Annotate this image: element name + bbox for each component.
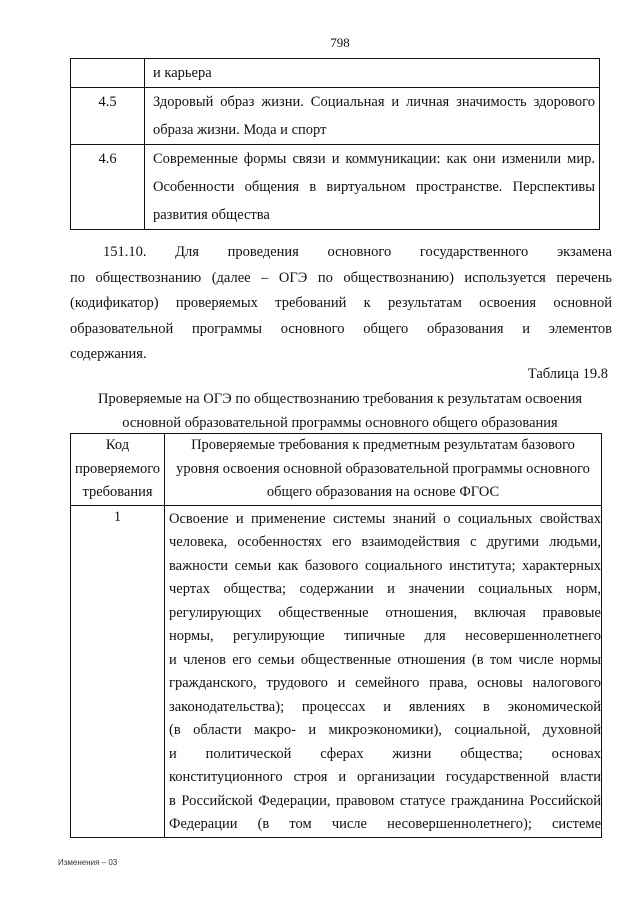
caption-line: основной образовательной программы основного общего образования	[122, 415, 558, 431]
footer-note: Изменения – 03	[58, 858, 118, 867]
header-line: Проверяемые требования к предметным результатам базового	[191, 437, 575, 453]
requirement-line: нормы, регулирующие типичные для несовершеннолетнего	[169, 628, 601, 644]
topic-text	[145, 59, 600, 88]
paragraph-line: по обществознанию (далее – ОГЭ по обществознанию) используется перечень	[70, 269, 612, 286]
requirement-line: Федерации (в том числе несовершеннолетнего); системе	[169, 816, 601, 832]
topic-line: и карьера	[153, 65, 212, 81]
requirement-line: в Российской Федерации, правовом статусе гражданина Российской	[169, 792, 601, 809]
paragraph-151-10	[70, 240, 612, 368]
topic-line: Здоровый образ жизни. Социальная и личная значимость здорового	[153, 94, 595, 110]
topics-table	[70, 58, 600, 230]
requirement-line: конституционного строя и организации государственной власти	[169, 769, 601, 785]
requirement-line: важности семьи как базового социального института; характерных	[169, 557, 601, 574]
caption-line: Проверяемые на ОГЭ по обществознанию требования к результатам освоения	[97, 391, 583, 407]
table-row	[71, 145, 600, 230]
requirements-column-header	[165, 434, 602, 506]
requirement-line: Освоение и применение системы знаний о социальных свойствах	[169, 510, 601, 527]
topic-text	[145, 88, 600, 145]
requirements-table	[70, 433, 602, 838]
topic-line: Особенности общения в виртуальном пространстве. Перспективы	[153, 179, 595, 195]
topic-line: образа жизни. Мода и спорт	[153, 122, 327, 138]
paragraph-line: (кодификатор) проверяемых требований к результатам освоения основной	[70, 295, 612, 311]
topic-code	[71, 59, 145, 88]
requirement-line: гражданского, трудового и семейного права, основы налогового	[169, 675, 601, 691]
requirement-line: и членов его семьи общественные отношения (в том числе нормы	[169, 651, 601, 668]
requirement-code: 1	[71, 505, 165, 837]
topic-line: Современные формы связи и коммуникации: как они изменили мир.	[153, 151, 595, 167]
header-line: общего образования на основе ФГОС	[266, 484, 500, 500]
topic-code: 4.6	[71, 145, 145, 230]
page-number: 798	[330, 35, 350, 50]
header-line: проверяемого	[74, 460, 161, 477]
header-line: уровня освоения основной образовательной программы основного	[176, 460, 590, 477]
requirement-line: и политической сферах жизни общества; основах	[169, 745, 601, 762]
table-row	[71, 88, 600, 145]
requirement-line: регулирующих общественные отношения, включая правовые	[169, 604, 601, 621]
table-row	[71, 505, 602, 837]
requirement-line: (в области макро- и микроэкономики), социальной, духовной	[169, 722, 601, 738]
requirement-line: законодательства); процессах и явлениях в экономической	[169, 698, 601, 715]
requirement-text	[165, 505, 602, 837]
table-row	[71, 59, 600, 88]
paragraph-line: образовательной программы основного общего образования и элементов	[70, 320, 612, 337]
requirement-line: чертах общества; содержании и значении социальных норм,	[169, 581, 601, 597]
requirement-line: человека, особенностях его взаимодействия с другими людьми,	[169, 534, 601, 550]
topic-text	[145, 145, 600, 230]
header-line: требования	[82, 484, 153, 500]
table-caption	[70, 387, 610, 435]
table-header-row	[71, 434, 602, 506]
table-label: Таблица 19.8	[527, 366, 608, 382]
paragraph-line: содержания.	[70, 346, 147, 362]
topic-line: развития общества	[153, 207, 270, 223]
header-line: Код	[105, 437, 130, 453]
paragraph-line: 151.10. Для проведения основного государственного экзамена	[103, 244, 612, 260]
topic-code: 4.5	[71, 88, 145, 145]
code-column-header	[71, 434, 165, 506]
